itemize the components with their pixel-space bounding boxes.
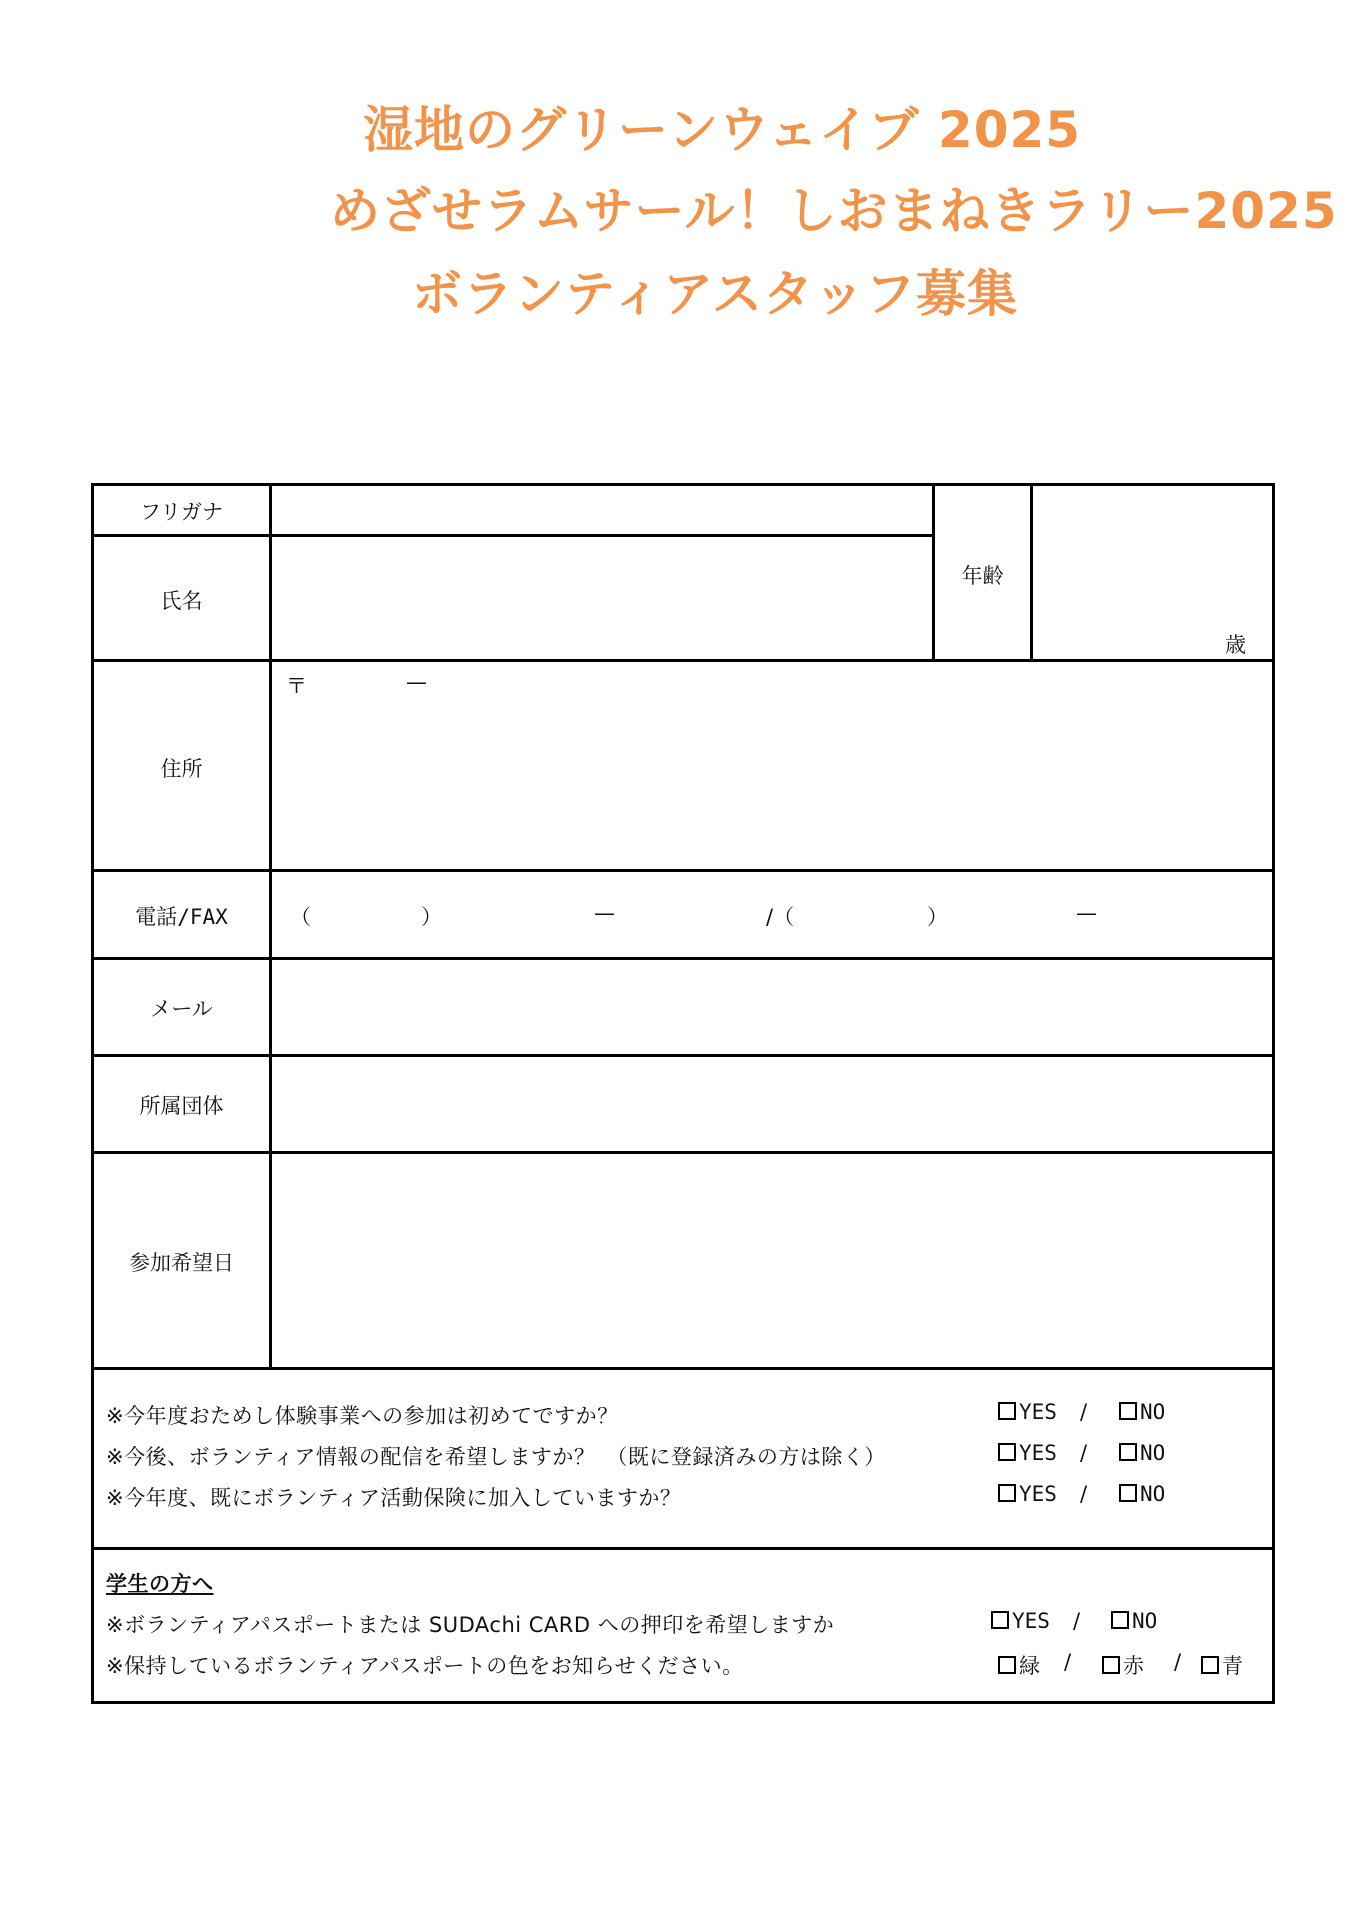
checkbox-icon bbox=[1111, 1611, 1129, 1629]
phone-dash: — bbox=[594, 901, 615, 925]
row-divider bbox=[94, 1547, 1272, 1550]
s1-yes-option[interactable]: YES bbox=[991, 1609, 1050, 1633]
q2-separator: / bbox=[1080, 1441, 1088, 1465]
question-insurance: ※今年度、既にボランティア活動保険に加入していますか？ bbox=[106, 1486, 682, 1510]
checkbox-icon bbox=[998, 1443, 1016, 1461]
title-line-1: 湿地のグリーンウェイブ 2025 bbox=[363, 101, 1082, 159]
checkbox-icon bbox=[1119, 1484, 1137, 1502]
q2-yes-option[interactable]: YES bbox=[998, 1441, 1057, 1465]
checkbox-icon bbox=[1119, 1443, 1137, 1461]
name-field[interactable] bbox=[273, 537, 932, 659]
fax-paren-close: ） bbox=[927, 905, 948, 929]
q1-no-option[interactable]: NO bbox=[1119, 1400, 1165, 1424]
age-label: 年齢 bbox=[961, 564, 1004, 588]
organization-label: 所属団体 bbox=[139, 1094, 224, 1118]
mail-field[interactable] bbox=[273, 960, 1272, 1054]
checkbox-icon bbox=[1119, 1402, 1137, 1420]
phone-paren-close: ） bbox=[421, 905, 442, 929]
q3-separator: / bbox=[1080, 1482, 1088, 1506]
preferred-date-field[interactable] bbox=[273, 1154, 1272, 1367]
checkbox-icon bbox=[998, 1402, 1016, 1420]
question-passport-color: ※保持しているボランティアパスポートの色をお知らせください。 bbox=[106, 1654, 744, 1678]
s1-no-option[interactable]: NO bbox=[1111, 1609, 1157, 1633]
age-unit: 歳 bbox=[1225, 633, 1246, 657]
phone-paren-open: （ bbox=[290, 905, 311, 929]
checkbox-icon bbox=[1201, 1656, 1219, 1674]
color-separator: / bbox=[1064, 1650, 1072, 1674]
question-first-time: ※今年度おためし体験事業への参加は初めてですか？ bbox=[106, 1404, 619, 1428]
question-passport-stamp: ※ボランティアパスポートまたは SUDAchi CARD への押印を希望しますか bbox=[106, 1613, 835, 1637]
q3-no-option[interactable]: NO bbox=[1119, 1482, 1165, 1506]
postal-dash: — bbox=[406, 670, 427, 694]
address-label: 住所 bbox=[160, 757, 203, 781]
title-line-3: ボランティアスタッフ募集 bbox=[412, 265, 1018, 323]
furigana-label: フリガナ bbox=[140, 500, 223, 524]
q1-separator: / bbox=[1080, 1400, 1088, 1424]
organization-field[interactable] bbox=[273, 1057, 1272, 1151]
application-form bbox=[91, 483, 1275, 1704]
checkbox-icon bbox=[998, 1656, 1016, 1674]
color-blue-option[interactable]: 青 bbox=[1201, 1650, 1243, 1680]
furigana-field[interactable] bbox=[273, 486, 932, 534]
checkbox-icon bbox=[998, 1484, 1016, 1502]
color-separator: / bbox=[1174, 1650, 1182, 1674]
phone-fax-label: 電話/FAX bbox=[135, 905, 228, 929]
q1-yes-option[interactable]: YES bbox=[998, 1400, 1057, 1424]
title-line-2: めざせラムサール！しおまねきラリー2025 bbox=[330, 182, 1338, 240]
students-heading: 学生の方へ bbox=[106, 1572, 214, 1596]
q2-no-option[interactable]: NO bbox=[1119, 1441, 1165, 1465]
checkbox-icon bbox=[1102, 1656, 1120, 1674]
fax-dash: — bbox=[1076, 901, 1097, 925]
s1-separator: / bbox=[1073, 1609, 1081, 1633]
color-red-option[interactable]: 赤 bbox=[1102, 1650, 1144, 1680]
fax-slash: /（ bbox=[766, 905, 795, 929]
question-mailing: ※今後、ボランティア情報の配信を希望しますか？ （既に登録済みの方は除く） bbox=[106, 1445, 886, 1469]
preferred-date-label: 参加希望日 bbox=[129, 1251, 234, 1275]
q3-yes-option[interactable]: YES bbox=[998, 1482, 1057, 1506]
label-column-divider bbox=[269, 486, 272, 1370]
name-label: 氏名 bbox=[160, 589, 203, 613]
checkbox-icon bbox=[991, 1611, 1009, 1629]
color-green-option[interactable]: 緑 bbox=[998, 1650, 1040, 1680]
mail-label: メール bbox=[150, 997, 213, 1021]
postal-mark: 〒 bbox=[286, 674, 307, 698]
row-divider bbox=[94, 1367, 1272, 1370]
